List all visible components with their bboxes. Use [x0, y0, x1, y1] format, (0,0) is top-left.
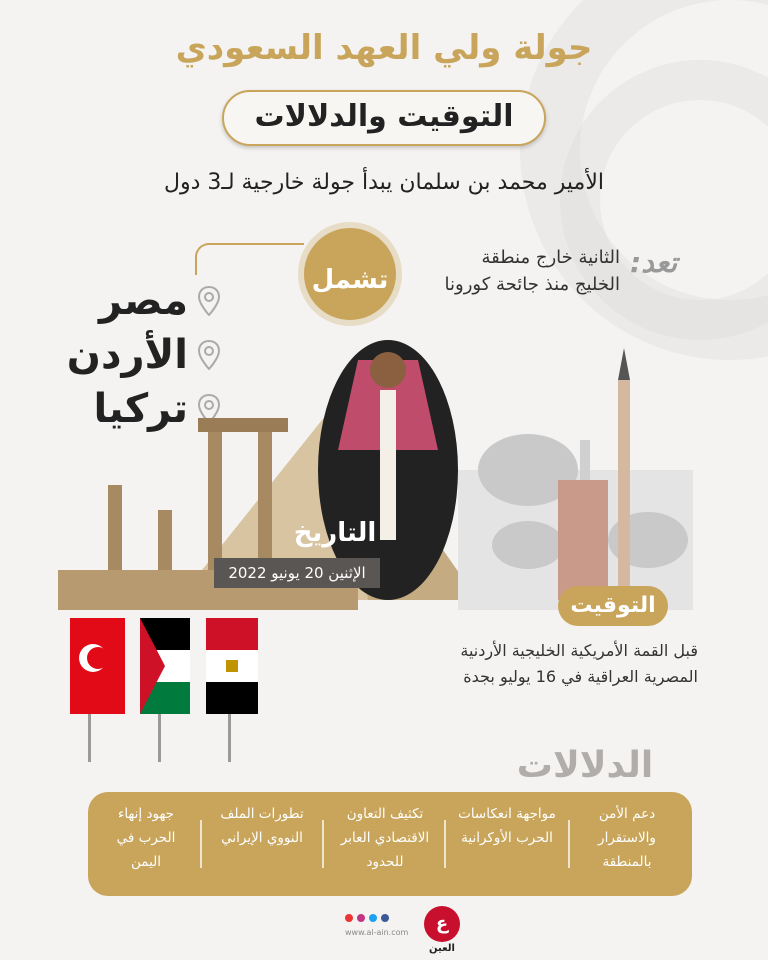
- facebook-icon[interactable]: [381, 914, 389, 922]
- count-text: الثانية خارج منطقة الخليج منذ جائحة كورونا: [444, 247, 620, 295]
- significance-item: تطورات الملف النووي الإيراني: [220, 806, 304, 846]
- significance-title: الدلالات: [516, 745, 654, 786]
- date-title: التاريخ: [293, 518, 377, 548]
- significance-item: مواجهة انعكاسات الحرب الأوكرانية: [458, 806, 556, 846]
- significance-divider: [444, 820, 446, 868]
- location-pin-icon: [198, 286, 220, 316]
- date-value: الإثنين 20 يونيو 2022: [214, 558, 380, 588]
- twitter-icon[interactable]: [369, 914, 377, 922]
- country-name: تركيا: [93, 386, 188, 432]
- country-name: الأردن: [66, 332, 188, 378]
- significance-divider: [200, 820, 202, 868]
- headline: الأمير محمد بن سلمان يبدأ جولة خارجية لـ3 دول: [164, 170, 604, 195]
- country-item-egypt: [60, 276, 220, 326]
- youtube-icon[interactable]: [345, 914, 353, 922]
- al-ain-logo-text: العين: [429, 943, 455, 954]
- count-label: تعد:: [630, 246, 678, 279]
- timing-label: التوقيت: [558, 586, 668, 626]
- includes-bracket: [195, 243, 304, 275]
- significance-item: دعم الأمن والاستقرار بالمنطقة: [598, 806, 656, 870]
- footer-url[interactable]: www.al-ain.com: [345, 928, 409, 937]
- page-title: جولة ولي العهد السعودي: [175, 28, 593, 68]
- includes-badge: تشمل: [298, 222, 402, 326]
- instagram-icon[interactable]: [357, 914, 365, 922]
- timing-text: قبل القمة الأمريكية الخليجية الأردنية المصرية العراقية في 16 يوليو بجدة: [460, 641, 698, 686]
- country-name: مصر: [98, 278, 188, 324]
- al-ain-logo: ع: [424, 906, 460, 942]
- significance-divider: [322, 820, 324, 868]
- significance-item: جهود إنهاء الحرب في اليمن: [116, 806, 176, 870]
- page-subtitle: التوقيت والدلالات: [222, 90, 546, 146]
- significance-divider: [568, 820, 570, 868]
- flags-illustration: [60, 598, 270, 768]
- significance-item: تكثيف التعاون الاقتصادي العابر للحدود: [340, 806, 430, 870]
